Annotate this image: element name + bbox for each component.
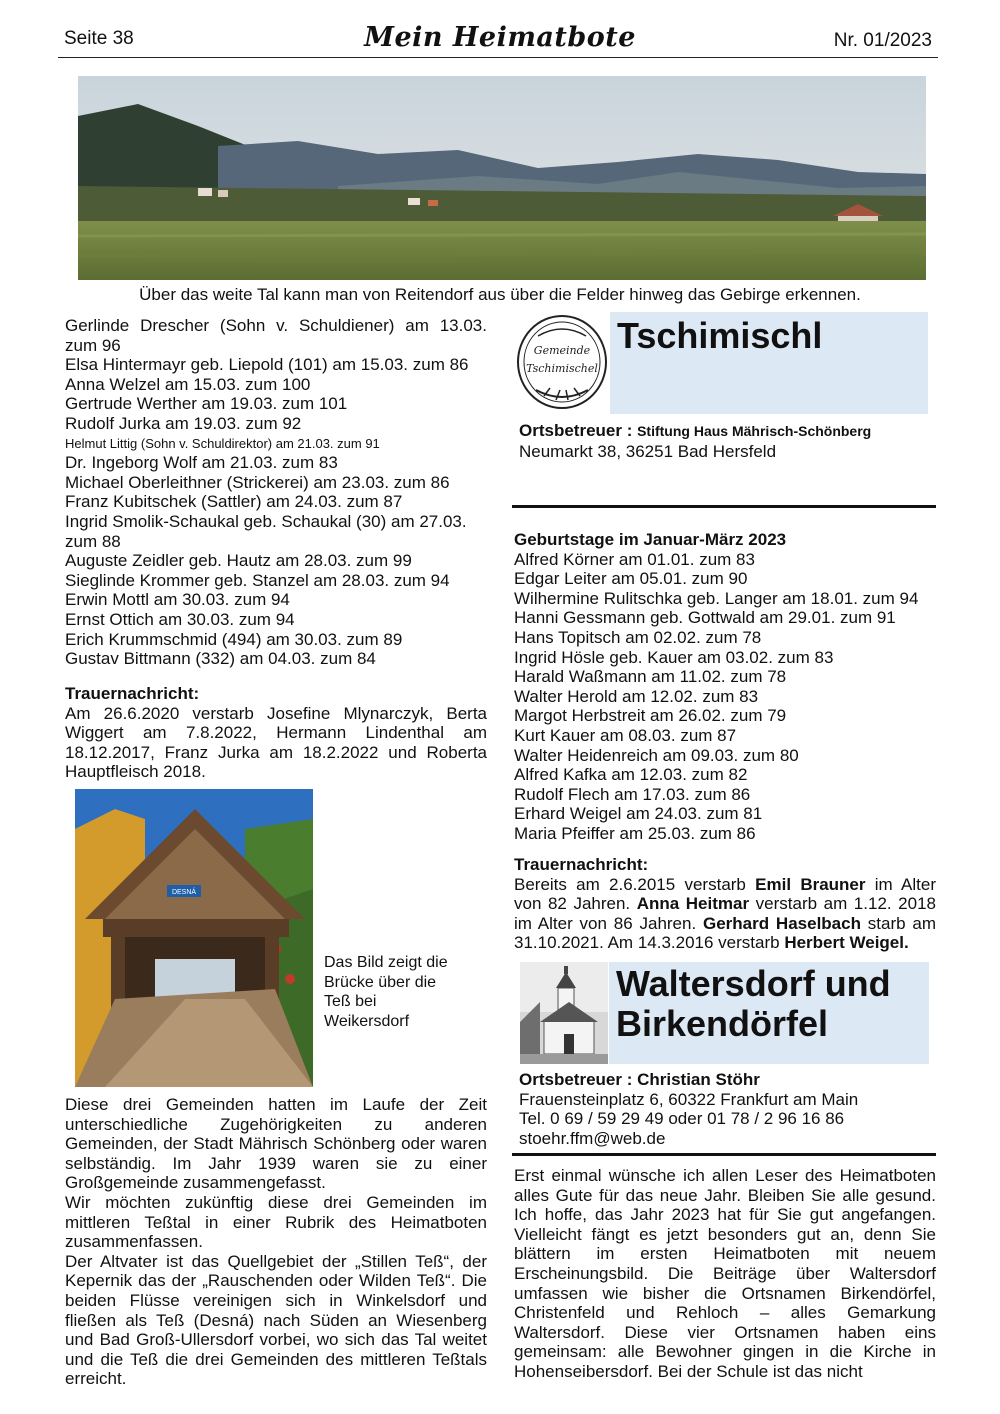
obituary-right	[514, 855, 936, 953]
birthday-entry: Alfred Körner am 01.01. zum 83	[514, 549, 755, 569]
title-line: Waltersdorf und	[616, 963, 891, 1004]
page-number: Seite 38	[64, 28, 134, 49]
birthday-entry: Helmut Littig (Sohn v. Schuldirektor) am 21.03. zum 91	[65, 435, 380, 451]
paragraph: Diese drei Gemeinden hatten im Laufe der Zeit unterschiedliche Zugehörigkeiten zu anderen Gemeinden, der Stadt Mährisch Schönberg oder waren selbständig. Im Jahr 1939 waren sie zu einer Großgemeinde zusammengefasst.	[65, 1095, 487, 1193]
birthday-entry: Elsa Hintermayr geb. Liepold (101) am 15.03. zum 86	[65, 355, 469, 375]
section-title-tschimischl: Tschimischl	[617, 315, 823, 356]
birthday-list-left	[65, 316, 487, 669]
birthday-entry: Dr. Ingeborg Wolf am 21.03. zum 83	[65, 453, 338, 473]
birthday-entry: Hanni Gessmann geb. Gottwald am 29.01. zum 91	[514, 608, 896, 628]
ob-label: Ortsbetreuer :	[519, 421, 638, 440]
birthday-entry: zum 88	[65, 531, 121, 551]
tschimischel-seal	[514, 312, 610, 416]
obituary-left	[65, 684, 487, 782]
birthday-entry: Sieglinde Krommer geb. Stanzel am 28.03. zum 94	[65, 570, 450, 590]
seal-text-1: Gemeinde	[533, 344, 591, 357]
birthday-entry: Rudolf Jurka am 19.03. zum 92	[65, 413, 302, 433]
text: Bereits am 2.6.2015 verstarb	[514, 874, 756, 894]
birthday-entry: zum 96	[65, 335, 121, 355]
birthday-entry: Erwin Mottl am 30.03. zum 94	[65, 590, 290, 610]
ob-address: Neumarkt 38, 36251 Bad Hersfeld	[519, 441, 777, 461]
paragraph: Der Altvater ist das Quellgebiet der „Stillen Teß“, der Kepernik das der „Rauschenden oder Wilden Teß“. Die beiden Flüsse vereinigen sich in Winkelsdorf und fließen als Teß (Desná) nach Süden an Wiesenberg und Bad Groß-Ullersdorf vorbei, wo sich das Tal weitet und die Teß die drei Gemeinden des mittleren Teßtals erreicht.	[65, 1251, 487, 1389]
title-line: Birkendörfel	[616, 1003, 829, 1044]
birthday-heading: Geburtstage im Januar-März 2023	[514, 530, 787, 549]
issue-number: Nr. 01/2023	[833, 30, 932, 51]
obituary-text	[514, 875, 936, 953]
section-divider	[512, 505, 936, 508]
birthday-entry: Franz Kubitschek (Sattler) am 24.03. zum 87	[65, 492, 403, 512]
bridge-photo	[75, 789, 313, 1087]
birthday-entry: Rudolf Flech am 17.03. zum 86	[514, 784, 751, 804]
birthday-entry: Gerlinde Drescher (Sohn v. Schuldiener) am 13.03.	[65, 316, 487, 335]
paragraph: Wir möchten zukünftig diese drei Gemeinden im mittleren Teßtal in einer Rubrik des Heimatboten zusammenfassen.	[65, 1192, 487, 1252]
ob-name: Stiftung Haus Mährisch-Schönberg	[637, 423, 872, 439]
birthday-entry: Auguste Zeidler geb. Hautz am 28.03. zum 99	[65, 551, 412, 571]
birthday-entry: Anna Welzel am 15.03. zum 100	[65, 374, 311, 394]
ob-email: stoehr.ffm@web.de	[519, 1128, 666, 1148]
birthday-entry: Walter Herold am 12.02. zum 83	[514, 686, 759, 706]
birthday-entry: Michael Oberleithner (Strickerei) am 23.03. zum 86	[65, 472, 450, 492]
birthday-entry: Gertrude Werther am 19.03. zum 101	[65, 394, 348, 414]
ob-address: Frauensteinplatz 6, 60322 Frankfurt am Main	[519, 1089, 859, 1109]
ob-heading: Ortsbetreuer : Christian Stöhr	[519, 1070, 760, 1089]
birthday-entry: Wilhermine Rulitschka geb. Langer am 18.01. zum 94	[514, 588, 919, 608]
section-divider	[512, 1153, 936, 1156]
seal-text-2: Tschimischel	[526, 362, 598, 375]
name: Gerhard Haselbach	[703, 913, 861, 933]
valley-photo	[78, 76, 926, 280]
obituary-text: Am 26.6.2020 verstarb Josefine Mlynarczyk, Berta Wiggert am 7.8.2022, Hermann Lindenthal am 18.12.2017, Franz Jurka am 18.2.2022 und Roberta Hauptfleisch 2018.	[65, 703, 487, 782]
birthday-entry: Erich Krummschmid (494) am 30.03. zum 89	[65, 629, 403, 649]
header-divider	[58, 57, 938, 58]
birthday-entry: Hans Topitsch am 02.02. zum 78	[514, 627, 762, 647]
ortsbetreuer-tschimischl	[519, 421, 871, 461]
birthday-entry: Edgar Leiter am 05.01. zum 90	[514, 569, 748, 589]
birthday-items	[514, 550, 938, 844]
birthday-list-right	[514, 530, 938, 844]
bridge-caption: Das Bild zeigt die Brücke über die Teß bei Weikersdorf	[324, 954, 448, 1030]
section-title-waltersdorf	[616, 964, 891, 1044]
article-text-left	[65, 1095, 487, 1389]
newspaper-title: Mein Heimatbote	[364, 22, 636, 53]
name: Herbert Weigel.	[784, 933, 909, 953]
text: im Alter von 82 Jahren.	[514, 874, 936, 914]
obituary-heading: Trauernachricht:	[65, 684, 200, 703]
birthday-entry: Kurt Kauer am 08.03. zum 87	[514, 725, 737, 745]
birthday-entry: Margot Herbstreit am 26.02. zum 79	[514, 706, 787, 726]
birthday-entry: Walter Heidenreich am 09.03. zum 80	[514, 745, 799, 765]
ortsbetreuer-waltersdorf	[519, 1070, 858, 1148]
birthday-entry: Ernst Ottich am 30.03. zum 94	[65, 609, 295, 629]
birthday-entry: Ingrid Smolik-Schaukal geb. Schaukal (30) am 27.03.	[65, 511, 467, 531]
obituary-heading: Trauernachricht:	[514, 855, 649, 874]
birthday-entry: Harald Waßmann am 11.02. zum 78	[514, 667, 787, 687]
text: verstarb am 1.12. 2018 im Alter von 86 Jahren.	[514, 894, 936, 933]
article-text-waltersdorf: Erst einmal wünsche ich allen Leser des Heimatboten alles Gute für das neue Jahr. Bleiben Sie alle gesund. Ich hoffe, das Jahr 2023 hat für Sie gut angefangen. Vielleicht fängt es jetzt besonders gut an, denn Sie blättern im ersten Heimatboten mit neuem Erscheinungsbild. Die Beiträge über Waltersdorf umfassen wie bisher die Ortsnamen Birkendörfel, Christenfeld und Rehloch – alles Gemarkung Waltersdorf. Diese vier Ortsnamen haben eins gemeinsam: alle Bewohner gingen in die Kirche in Hohenseibersdorf. Bei der Schule ist das nicht	[514, 1166, 936, 1381]
birthday-entry: Ingrid Hösle geb. Kauer am 03.02. zum 83	[514, 647, 834, 667]
birthday-entry: Alfred Kafka am 12.03. zum 82	[514, 765, 748, 785]
name: Anna Heitmar	[636, 894, 750, 914]
birthday-entry: Gustav Bittmann (332) am 04.03. zum 84	[65, 649, 376, 669]
name: Emil Brauner	[755, 874, 866, 894]
bridge-sign-text: DESNÁ	[171, 889, 197, 896]
birthday-entry: Erhard Weigel am 24.03. zum 81	[514, 804, 763, 824]
ob-phone: Tel. 0 69 / 59 29 49 oder 01 78 / 2 96 16 86	[519, 1109, 845, 1129]
birthday-entry: Maria Pfeiffer am 25.03. zum 86	[514, 823, 756, 843]
chapel-photo	[520, 962, 608, 1064]
text: starb am 31.10.2021. Am 14.3.2016 verstarb	[514, 913, 936, 953]
photo-caption: Über das weite Tal kann man von Reitendorf aus über die Felder hinweg das Gebirge erkennen.	[139, 285, 861, 304]
